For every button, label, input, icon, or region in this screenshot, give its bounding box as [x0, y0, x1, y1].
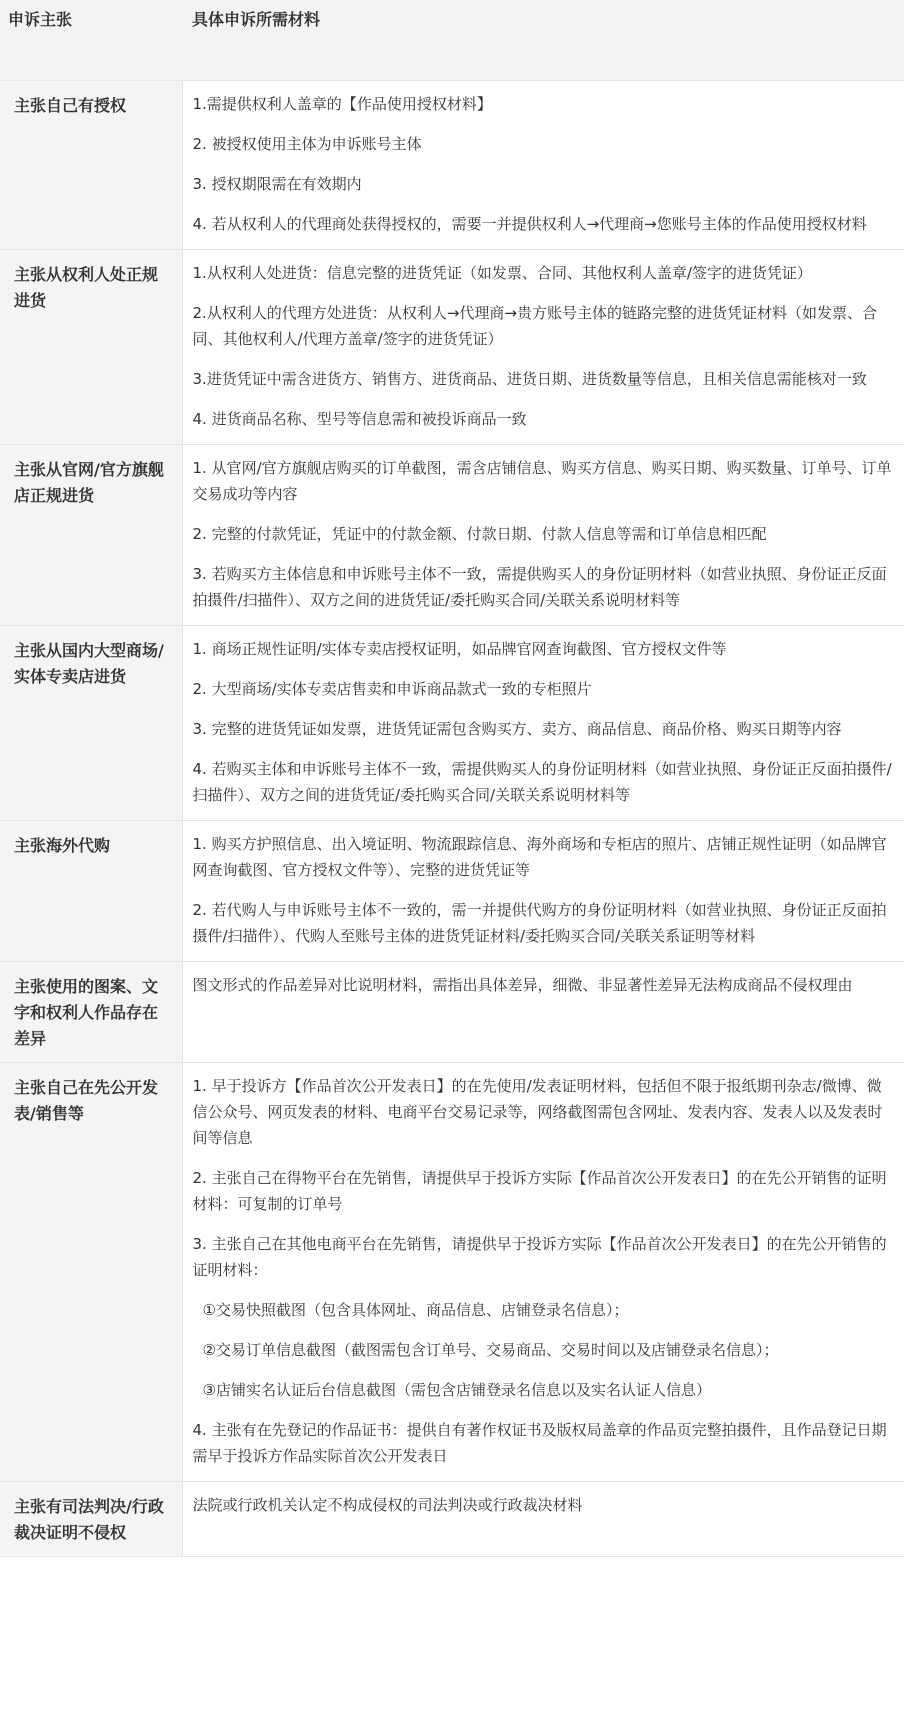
material-sub-item: ①交易快照截图（包含具体网址、商品信息、店铺登录名信息）； [202, 1301, 629, 1319]
materials-cell [182, 250, 904, 445]
header-materials: 具体申诉所需材料 [182, 0, 904, 81]
table-row [0, 962, 904, 1063]
materials-cell [182, 445, 904, 626]
material-item: 3. 完整的进货凭证如发票，进货凭证需包含购买方、卖方、商品信息、商品价格、购买日期等内容 [192, 720, 842, 738]
material-item: 1. 早于投诉方【作品首次公开发表日】的在先使用/发表证明材料，包括但不限于报纸期刊杂志/微博、微信公众号、网页发表的材料、电商平台交易记录等，网络截图需包含网址、发表内容、发表人以及发表时间等信息 [192, 1077, 883, 1147]
claim-cell: 主张从官网/官方旗舰店正规进货 [0, 445, 182, 626]
claim-cell: 主张自己在先公开发表/销售等 [0, 1063, 182, 1482]
material-sub-item: ②交易订单信息截图（截图需包含订单号、交易商品、交易时间以及店铺登录名信息）； [202, 1341, 779, 1359]
claim-cell: 主张从国内大型商场/实体专卖店进货 [0, 626, 182, 821]
table-row [0, 821, 904, 962]
table-row [0, 1063, 904, 1482]
material-item: 2. 若代购人与申诉账号主体不一致的，需一并提供代购方的身份证明材料（如营业执照、身份证正反面拍摄件/扫描件）、代购人至账号主体的进货凭证材料/委托购买合同/关联关系证明等材料 [192, 901, 887, 945]
claim-cell: 主张有司法判决/行政裁决证明不侵权 [0, 1482, 182, 1557]
material-item: 4. 进货商品名称、型号等信息需和被投诉商品一致 [192, 410, 527, 428]
materials-cell [182, 821, 904, 962]
material-item: 3. 授权期限需在有效期内 [192, 175, 362, 193]
material-item: 2. 大型商场/实体专卖店售卖和申诉商品款式一致的专柜照片 [192, 680, 592, 698]
materials-cell [182, 81, 904, 250]
material-item: 3. 若购买方主体信息和申诉账号主体不一致，需提供购买人的身份证明材料（如营业执照、身份证正反面拍摄件/扫描件）、双方之间的进货凭证/委托购买合同/关联关系说明材料等 [192, 565, 887, 609]
material-item: 1. 商场正规性证明/实体专卖店授权证明，如品牌官网查询截图、官方授权文件等 [192, 640, 727, 658]
table-row [0, 250, 904, 445]
material-item: 4. 主张有在先登记的作品证书：提供自有著作权证书及版权局盖章的作品页完整拍摄件，且作品登记日期需早于投诉方作品实际首次公开发表日 [192, 1421, 887, 1465]
materials-cell [182, 626, 904, 821]
claim-cell: 主张从权利人处正规进货 [0, 250, 182, 445]
material-item: 2. 主张自己在得物平台在先销售，请提供早于投诉方实际【作品首次公开发表日】的在先公开销售的证明材料：可复制的订单号 [192, 1169, 887, 1213]
material-item: 4. 若购买主体和申诉账号主体不一致，需提供购买人的身份证明材料（如营业执照、身份证正反面拍摄件/扫描件）、双方之间的进货凭证/委托购买合同/关联关系说明材料等 [192, 760, 892, 804]
material-sub-item: ③店铺实名认证后台信息截图（需包含店铺登录名信息以及实名认证人信息） [202, 1381, 711, 1399]
table-row [0, 81, 904, 250]
table-body [0, 81, 904, 1557]
material-item: 1. 从官网/官方旗舰店购买的订单截图，需含店铺信息、购买方信息、购买日期、购买数量、订单号、订单交易成功等内容 [192, 459, 892, 503]
materials-cell [182, 1482, 904, 1557]
material-item: 4. 若从权利人的代理商处获得授权的，需要一并提供权利人→代理商→您账号主体的作品使用授权材料 [192, 215, 867, 233]
material-item: 2. 完整的付款凭证，凭证中的付款金额、付款日期、付款人信息等需和订单信息相匹配 [192, 525, 767, 543]
claim-cell: 主张自己有授权 [0, 81, 182, 250]
material-item: 1.需提供权利人盖章的【作品使用授权材料】 [192, 95, 492, 113]
material-item: 1. 购买方护照信息、出入境证明、物流跟踪信息、海外商场和专柜店的照片、店铺正规性证明（如品牌官网查询截图、官方授权文件等）、完整的进货凭证等 [192, 835, 887, 879]
table-row [0, 445, 904, 626]
material-item: 图文形式的作品差异对比说明材料，需指出具体差异，细微、非显著性差异无法构成商品不侵权理由 [192, 976, 853, 994]
material-item: 3.进货凭证中需含进货方、销售方、进货商品、进货日期、进货数量等信息，且相关信息需能核对一致 [192, 370, 867, 388]
material-item: 1.从权利人处进货：信息完整的进货凭证（如发票、合同、其他权利人盖章/签字的进货凭证） [192, 264, 812, 282]
table-header-row [0, 0, 904, 81]
material-item: 2. 被授权使用主体为申诉账号主体 [192, 135, 422, 153]
material-item: 3. 主张自己在其他电商平台在先销售，请提供早于投诉方实际【作品首次公开发表日】的在先公开销售的证明材料： [192, 1235, 887, 1279]
claim-cell: 主张使用的图案、文字和权利人作品存在差异 [0, 962, 182, 1063]
materials-cell [182, 1063, 904, 1482]
table-row [0, 626, 904, 821]
header-claim: 申诉主张 [0, 0, 182, 81]
material-item: 2.从权利人的代理方处进货：从权利人→代理商→贵方账号主体的链路完整的进货凭证材料（如发票、合同、其他权利人/代理方盖章/签字的进货凭证） [192, 304, 877, 348]
materials-cell [182, 962, 904, 1063]
material-item: 法院或行政机关认定不构成侵权的司法判决或行政裁决材料 [192, 1496, 583, 1514]
claim-cell: 主张海外代购 [0, 821, 182, 962]
table-row [0, 1482, 904, 1557]
